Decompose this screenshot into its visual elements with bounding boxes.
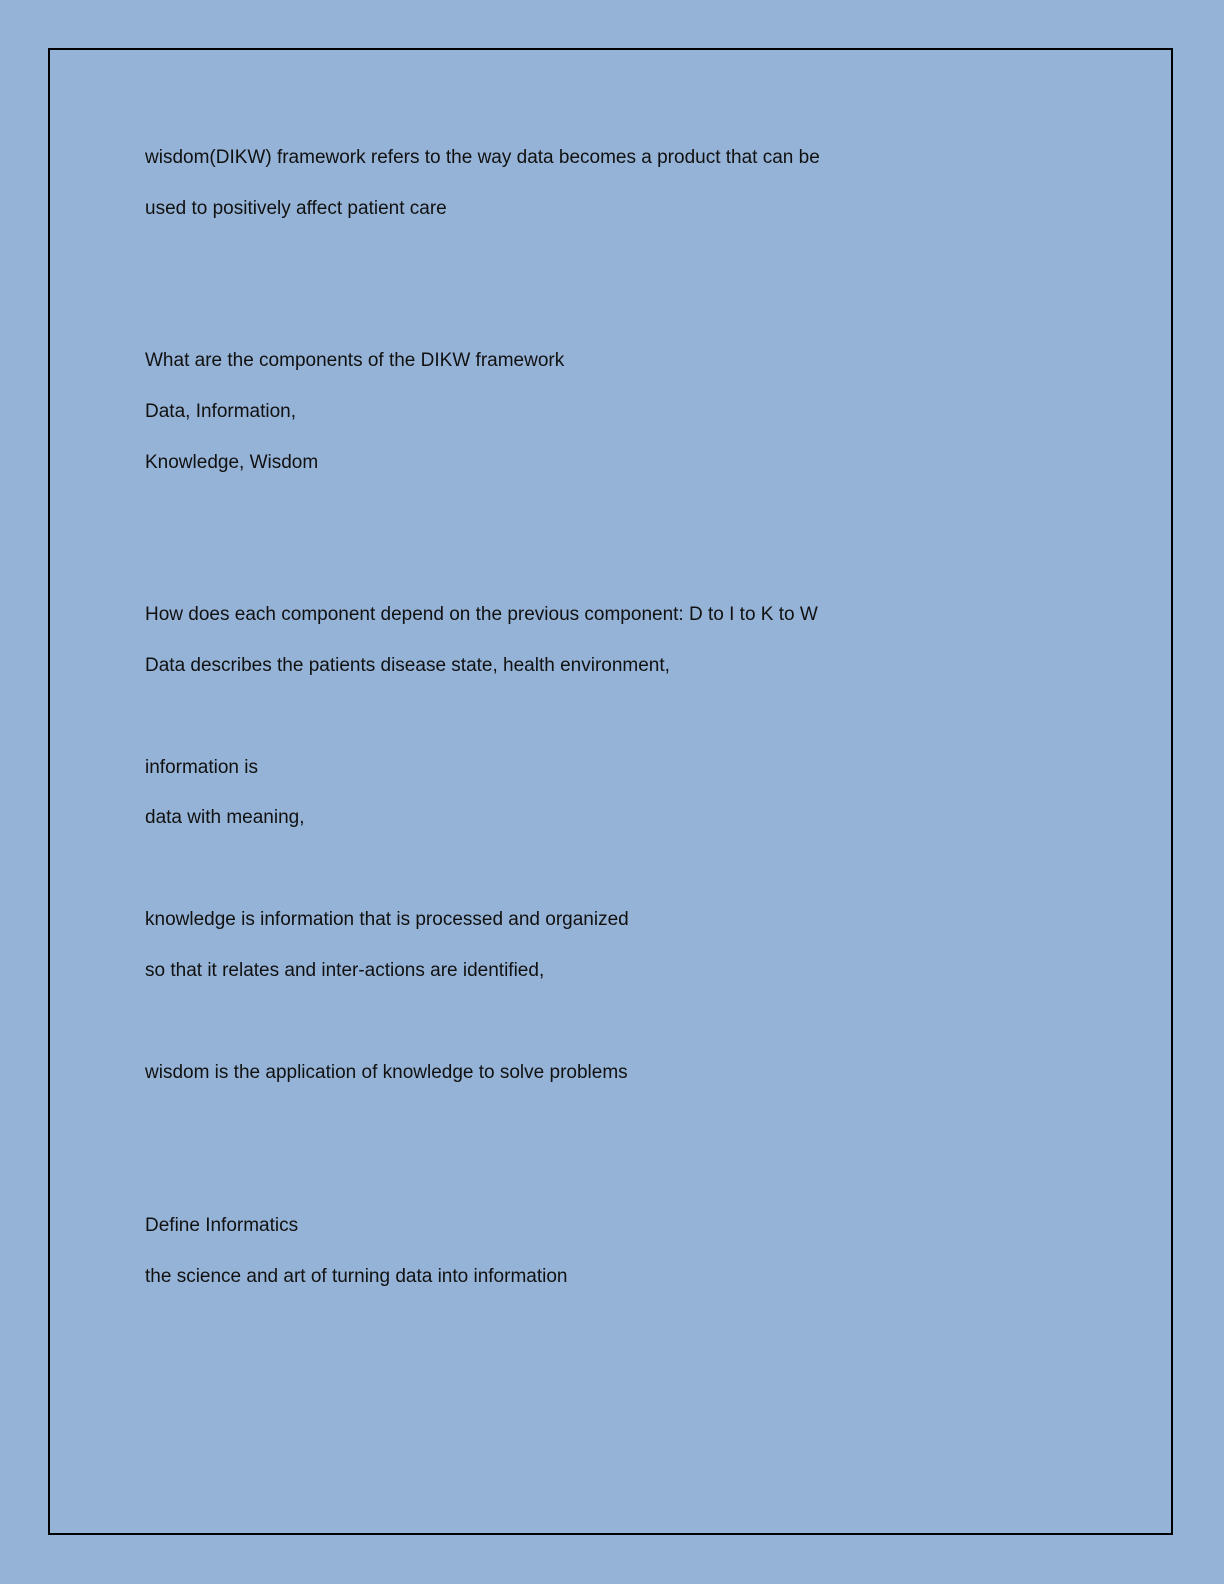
question-define-informatics: Define Informatics [145,1215,299,1236]
question-dikw-components: What are the components of the DIKW framework [145,350,565,371]
answer-data-description: Data describes the patients disease state, health environment, [145,655,670,676]
answer-dikw-components-2: Knowledge, Wisdom [145,452,319,473]
text-line-dikw-definition-1: wisdom(DIKW) framework refers to the way data becomes a product that can be [145,147,820,168]
answer-knowledge-2: so that it relates and inter-actions are identified, [145,960,545,981]
text-line-dikw-definition-2: used to positively affect patient care [145,198,447,219]
page-border [48,48,1173,1535]
answer-information-1: information is [145,757,258,778]
answer-information-2: data with meaning, [145,807,305,828]
answer-wisdom: wisdom is the application of knowledge to solve problems [145,1062,628,1083]
answer-dikw-components-1: Data, Information, [145,401,297,422]
answer-knowledge-1: knowledge is information that is processed and organized [145,909,629,930]
question-component-dependency: How does each component depend on the previous component: D to I to K to W [145,604,818,625]
answer-informatics-definition: the science and art of turning data into information [145,1266,568,1287]
